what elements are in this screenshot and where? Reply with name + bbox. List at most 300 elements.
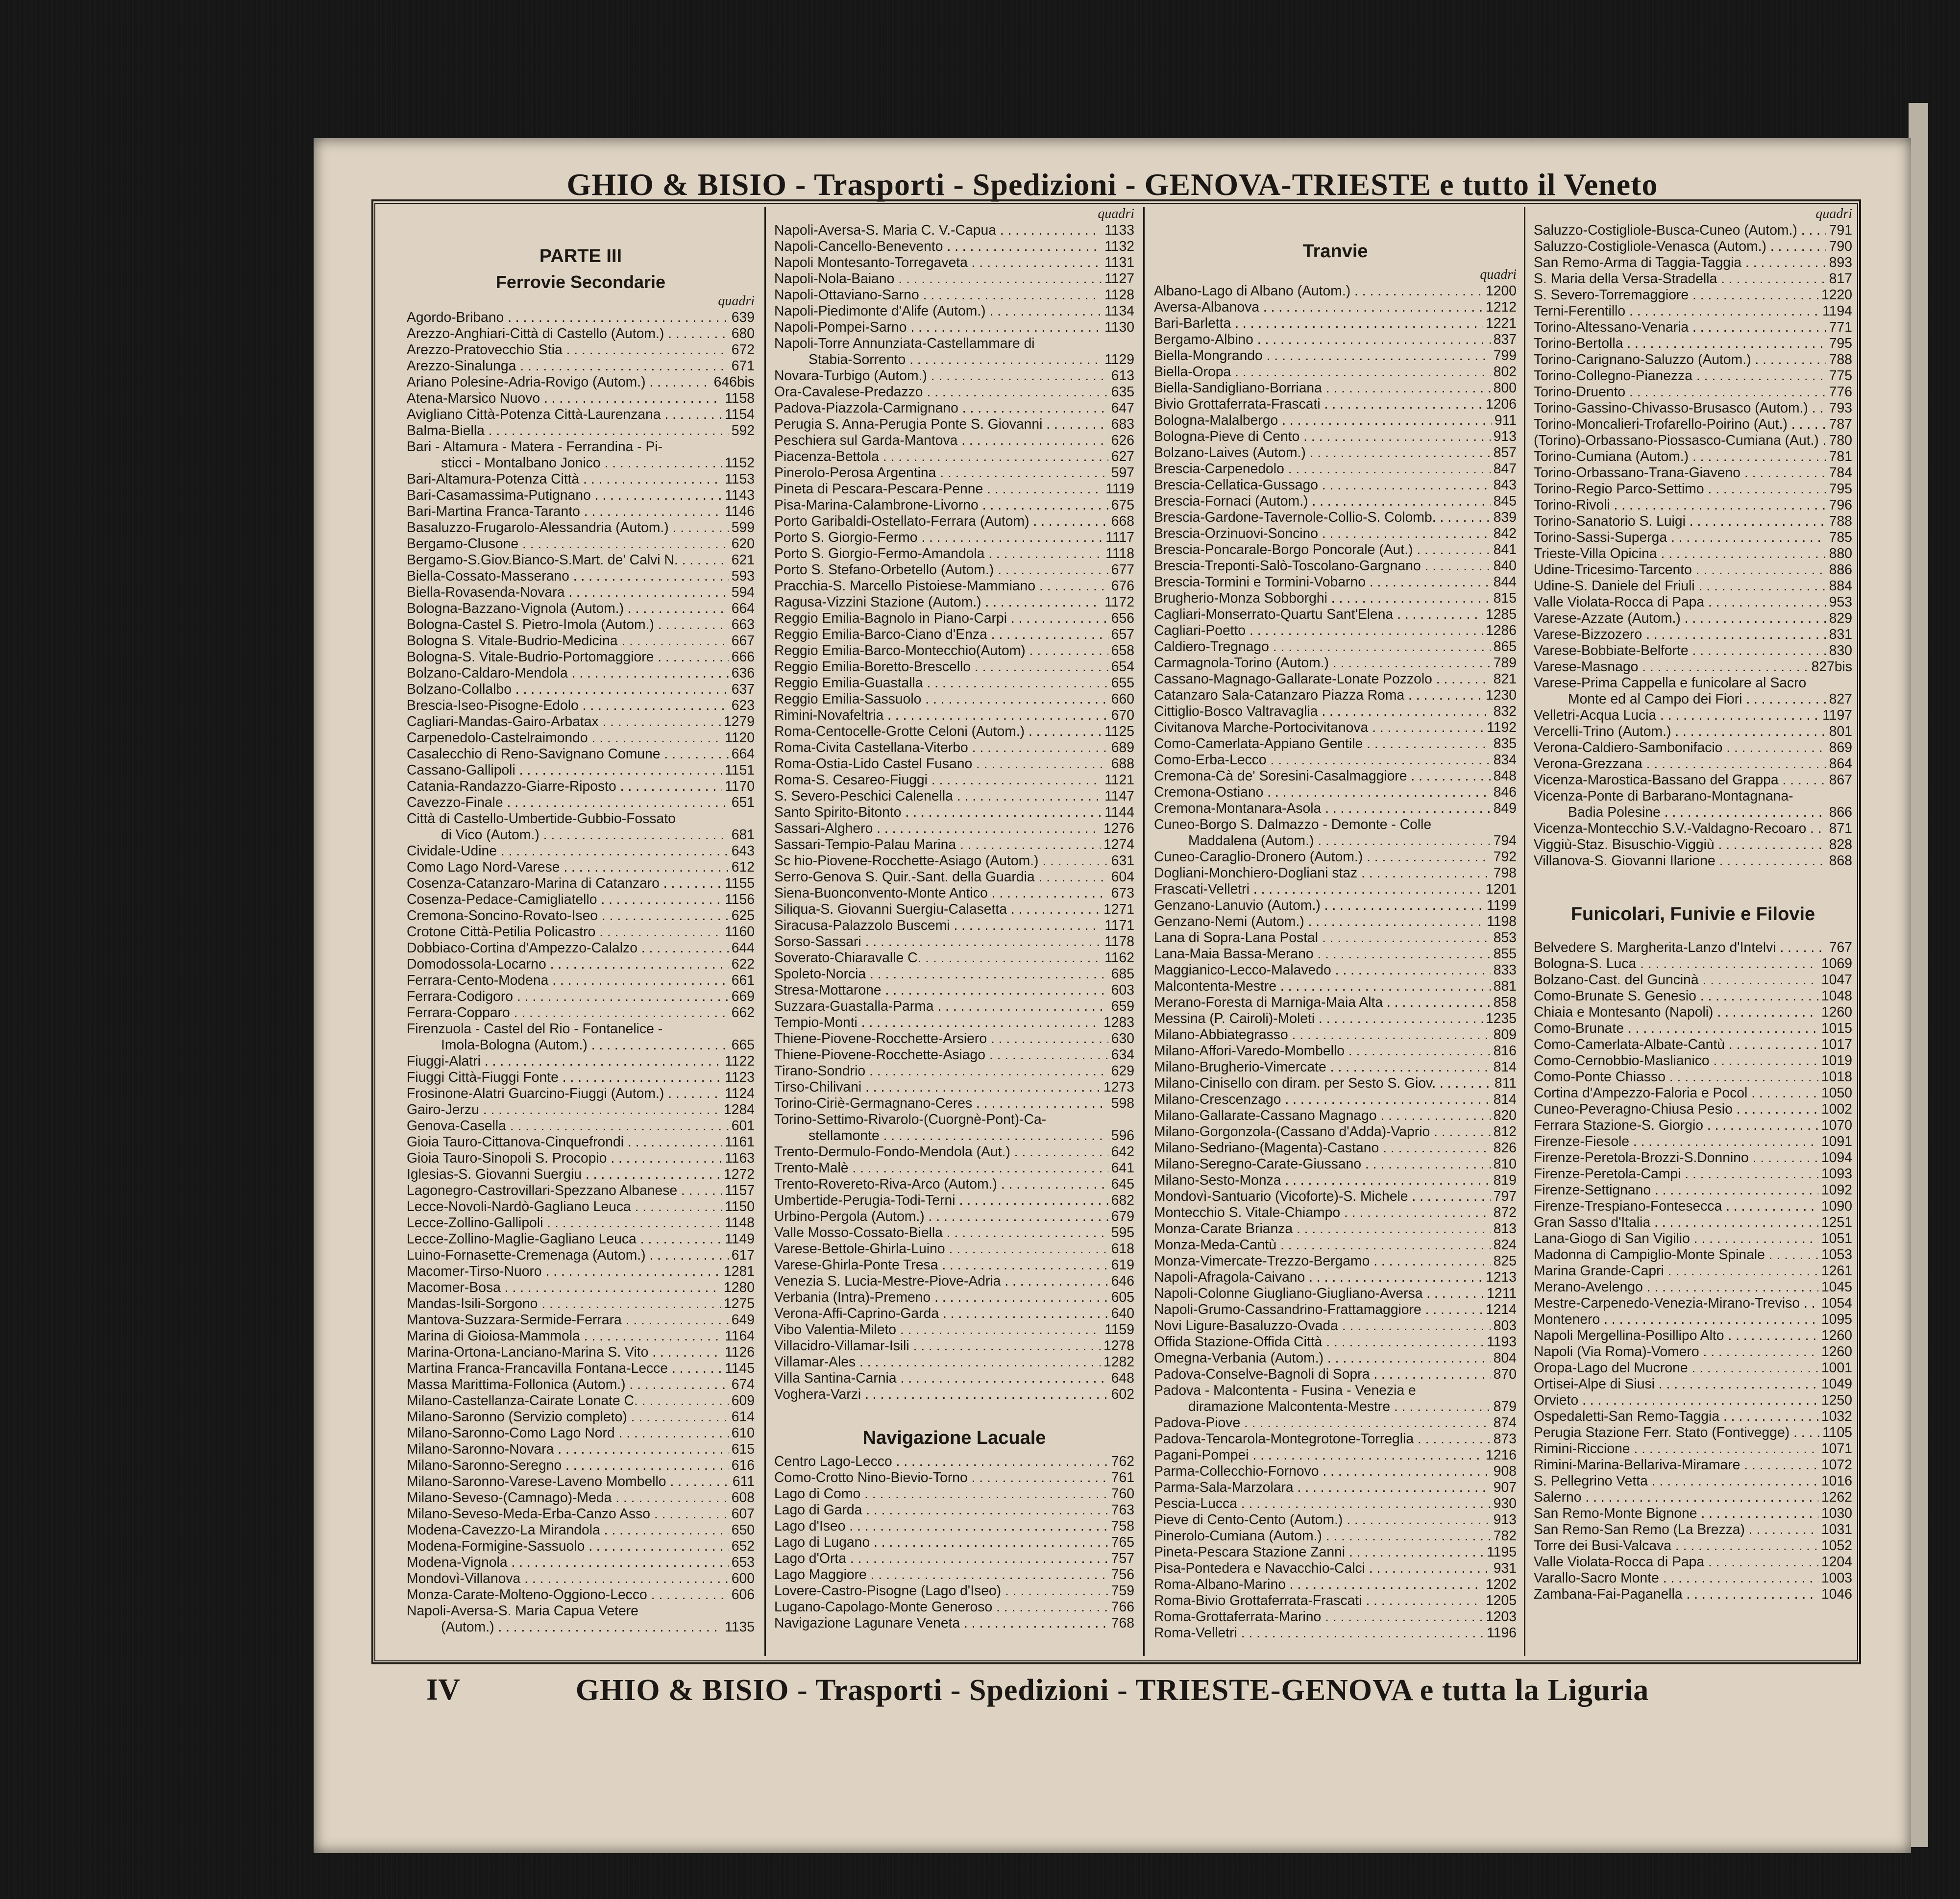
entry-name: Gioia Tauro-Sinopoli S. Procopio . . . (407, 1150, 722, 1166)
entry-name: Chiaia e Montesanto (Napoli) . . . (1534, 1004, 1818, 1020)
entry-number (1514, 816, 1517, 832)
entry-row (1154, 1317, 1517, 1334)
entry-name: Bergamo-S.Giov.Bianco-S.Mart. de' Calvi N. . . . (407, 552, 729, 568)
entry-row (1154, 1301, 1517, 1317)
entry-name: Roma-Velletri . . . (1154, 1625, 1484, 1641)
entry-name: Catanzaro Sala-Catanzaro Piazza Roma . . . (1154, 687, 1483, 703)
entry-number: 953 (1829, 594, 1852, 609)
entry-row (1534, 820, 1852, 836)
entry-name: Varese-Ghirla-Ponte Tresa . . . (774, 1257, 1108, 1273)
entry-number: 676 (1111, 578, 1134, 593)
entry-name: Padova-Tencarola-Montegrotone-Torreglia . . . (1154, 1431, 1491, 1447)
entry-name: Saluzzo-Costigliole-Busca-Cuneo (Autom.) . . . (1534, 222, 1826, 238)
entry-name: Cassano-Gallipoli . . . (407, 762, 722, 778)
entry-number: 653 (731, 1554, 755, 1570)
entry-name: Brescia-Gardone-Tavernole-Collio-S. Colomb. . . . (1154, 509, 1491, 525)
entry-row (774, 836, 1134, 852)
entry-number: 1251 (1821, 1214, 1852, 1230)
entry-row (1534, 1020, 1852, 1036)
entry-name: Siliqua-S. Giovanni Suergiu-Calasetta . . . (774, 901, 1101, 917)
entry-number: 794 (1493, 832, 1517, 848)
entry-number: 1093 (1821, 1166, 1852, 1181)
entry-row (407, 1263, 755, 1279)
entry-number: 1285 (1486, 606, 1517, 622)
entry-row (1154, 1091, 1517, 1107)
quadri-label: quadri (718, 293, 755, 309)
entry-number: 594 (731, 584, 755, 600)
entry-name: Arezzo-Pratovecchio Stia . . . (407, 341, 729, 358)
entry-number: 656 (1111, 610, 1134, 626)
entry-number: 608 (731, 1489, 755, 1505)
entry-number: 1119 (1105, 481, 1134, 496)
entry-name: Udine-S. Daniele del Friuli . . . (1534, 578, 1826, 594)
entry-name: Lecce-Novoli-Nardò-Gagliano Leuca . . . (407, 1198, 722, 1215)
entry-row (1534, 497, 1852, 513)
entry-number (752, 1021, 755, 1037)
entry-name: Cremona-Soncino-Rovato-Iseo . . . (407, 907, 729, 924)
entry-number: 1122 (725, 1053, 755, 1069)
entry-name: Bolzano-Collalbo . . . (407, 681, 729, 697)
entry-row (1154, 1495, 1517, 1511)
entry-row (1154, 622, 1517, 638)
entry-number: 1131 (1104, 254, 1134, 270)
entry-row (407, 1053, 755, 1069)
entry-name: Milano-Seveso-Meda-Erba-Canzo Asso . . . (407, 1506, 729, 1522)
entry-number: 639 (731, 309, 755, 325)
entry-row (407, 1198, 755, 1215)
entry-number: 1216 (1486, 1447, 1517, 1462)
entry-name: Varese-Prima Cappella e funicolare al Sacro (1534, 675, 1807, 690)
entry-name: Milano-Saronno-Como Lago Nord . . . (407, 1425, 729, 1441)
entry-number: 609 (731, 1392, 755, 1408)
entry-name: Caldiero-Tregnago . . . (1154, 638, 1491, 655)
entry-number: 664 (731, 746, 755, 761)
entry-name: Martina Franca-Francavilla Fontana-Lecce . . . (407, 1360, 722, 1376)
entry-number: 1213 (1486, 1269, 1517, 1285)
entry-number: 827bis (1811, 658, 1852, 674)
entry-number: 1280 (724, 1279, 755, 1295)
entry-name: Saluzzo-Costigliole-Venasca (Autom.) . . . (1534, 238, 1826, 254)
entry-number: 1094 (1821, 1149, 1852, 1165)
entry-number: 834 (1493, 752, 1517, 767)
entry-row (1534, 481, 1852, 497)
entry-name: Basaluzzo-Frugarolo-Alessandria (Autom.) . . . (407, 519, 729, 536)
entry-name: Brescia-Carpenedolo . . . (1154, 461, 1491, 477)
entry-number: 1161 (725, 1134, 755, 1149)
entry-name: Trento-Dermulo-Fondo-Mendola (Aut.) . . . (774, 1144, 1108, 1160)
entry-name: Lana-Maia Bassa-Merano . . . (1154, 946, 1491, 962)
entry-number: 616 (731, 1457, 755, 1473)
column-tranvie (1154, 206, 1517, 1656)
entry-row (1154, 703, 1517, 719)
entry-row (407, 697, 755, 713)
entry-number: 1048 (1821, 988, 1852, 1003)
entry-name: Firenze-Peretola-Brozzi-S.Donnino . . . (1534, 1149, 1818, 1166)
entry-number: 657 (1111, 626, 1134, 642)
entry-number: 1127 (1104, 270, 1134, 286)
entry-number: 1130 (1104, 319, 1134, 335)
entry-row (774, 1615, 1134, 1631)
entry-number: 872 (1493, 1204, 1517, 1220)
entry-number: 1162 (1104, 950, 1134, 965)
entry-row (1154, 1220, 1517, 1237)
entry-row (407, 325, 755, 341)
entry-row (1534, 972, 1852, 988)
entry-number: 666 (731, 649, 755, 664)
entry-number: 689 (1111, 739, 1134, 755)
entry-number: 815 (1493, 590, 1517, 606)
entry-number: 1124 (725, 1085, 755, 1101)
entry-name: Pineta di Pescara-Pescara-Penne . . . (774, 481, 1102, 497)
entry-number: 682 (1111, 1192, 1134, 1208)
entry-name: Cagliari-Poetto . . . (1154, 622, 1483, 638)
entry-name: Firenze-Peretola-Campi . . . (1534, 1166, 1818, 1182)
entry-number: 826 (1493, 1140, 1517, 1155)
entry-row (774, 1321, 1134, 1338)
entry-row (774, 691, 1134, 707)
entry-number: 634 (1111, 1047, 1134, 1062)
entry-number: 593 (731, 568, 755, 584)
entry-number (1849, 675, 1852, 691)
entry-row (407, 762, 755, 778)
entry-number: 837 (1493, 331, 1517, 347)
entry-name: Como Lago Nord-Varese . . . (407, 859, 729, 875)
entry-number: 610 (731, 1425, 755, 1440)
entry-name: Napoli-Aversa-S. Maria Capua Vetere (407, 1603, 638, 1618)
entry-number: 788 (1829, 513, 1852, 529)
entry-name: Montecchio S. Vitale-Chiampo . . . (1154, 1204, 1491, 1220)
entry-name: San Remo-Arma di Taggia-Taggia . . . (1534, 254, 1826, 270)
entry-name: diramazione Malcontenta-Mestre . . . (1154, 1398, 1491, 1414)
entry-name: Bari-Casamassima-Putignano . . . (407, 487, 722, 503)
entry-name: Macomer-Tirso-Nuoro . . . (407, 1263, 721, 1279)
entry-number: 1095 (1821, 1311, 1852, 1327)
entry-number: 1198 (1487, 913, 1517, 929)
entry-name: Dobbiaco-Cortina d'Ampezzo-Calalzo . . . (407, 940, 729, 956)
entry-number: 827 (1829, 691, 1852, 706)
entry-number: 931 (1493, 1560, 1517, 1576)
entry-name: Bologna-S. Luca . . . (1534, 955, 1818, 972)
entry-name: Piacenza-Bettola . . . (774, 448, 1108, 464)
entry-name: Sorso-Sassari . . . (774, 933, 1102, 950)
entry-name: Cagliari-Monserrato-Quartu Sant'Elena . . . (1154, 606, 1483, 622)
entry-name: Vercelli-Trino (Autom.) . . . (1534, 723, 1826, 739)
entry-number: 1105 (1822, 1424, 1852, 1440)
entry-row (1534, 335, 1852, 351)
entry-row (774, 1224, 1134, 1241)
entry-number: 1192 (1487, 719, 1517, 735)
entry-number: 1125 (1104, 723, 1134, 739)
entry-row (774, 351, 1134, 367)
entry-number: 886 (1829, 561, 1852, 577)
entry-row (774, 432, 1134, 448)
entry-row (774, 1599, 1134, 1615)
entry-number: 1030 (1821, 1505, 1852, 1521)
entry-row (1534, 545, 1852, 561)
entry-name: Roma-Bivio Grottaferrata-Frascati . . . (1154, 1592, 1483, 1608)
entry-number: 858 (1493, 994, 1517, 1010)
entry-list (774, 222, 1134, 1402)
entry-row (407, 503, 755, 519)
entry-name: Macomer-Bosa . . . (407, 1279, 721, 1295)
entry-name: Parma-Collecchio-Fornovo . . . (1154, 1463, 1491, 1479)
entry-row (407, 1295, 755, 1312)
entry-number: 828 (1829, 836, 1852, 852)
entry-row (407, 1328, 755, 1344)
entry-number: 839 (1493, 509, 1517, 525)
entry-number: 789 (1493, 655, 1517, 670)
entry-row (1154, 1107, 1517, 1123)
entry-row (1154, 509, 1517, 525)
entry-name: Bolzano-Laives (Autom.) . . . (1154, 444, 1491, 461)
entry-row (407, 1409, 755, 1425)
entry-row (774, 1550, 1134, 1566)
entry-name: Marina di Gioiosa-Mammola . . . (407, 1328, 722, 1344)
entry-row (407, 1101, 755, 1118)
entry-name: Trento-Rovereto-Riva-Arco (Autom.) . . . (774, 1176, 1108, 1192)
entry-name: Brescia-Orzinuovi-Soncino . . . (1154, 525, 1491, 541)
entry-row (1534, 988, 1852, 1004)
entry-number: 799 (1493, 347, 1517, 363)
entry-number: 1282 (1103, 1354, 1134, 1369)
entry-name: Catania-Randazzo-Giarre-Riposto . . . (407, 778, 722, 794)
entry-name: Trieste-Villa Opicina . . . (1534, 545, 1826, 561)
entry-number: 663 (731, 616, 755, 632)
entry-name: S. Pellegrino Vetta . . . (1534, 1473, 1818, 1489)
entry-name: Ospedaletti-San Remo-Taggia . . . (1534, 1408, 1818, 1424)
entry-name: Luino-Fornasette-Cremenaga (Autom.) . . . (407, 1247, 729, 1263)
entry-number: 1271 (1103, 901, 1134, 917)
entry-name: Roma-Grottaferrata-Marino . . . (1154, 1608, 1483, 1625)
entry-row (407, 891, 755, 907)
entry-number: 655 (1111, 675, 1134, 690)
entry-name: Milano-Crescenzago . . . (1154, 1091, 1491, 1107)
entry-name: Albano-Lago di Albano (Autom.) . . . (1154, 283, 1483, 299)
entry-row (774, 917, 1134, 933)
entry-number: 1150 (725, 1198, 755, 1214)
entry-row (1154, 849, 1517, 865)
entry-number: 785 (1829, 529, 1852, 545)
entry-row (407, 1134, 755, 1150)
entry-row (1534, 642, 1852, 658)
entry-row (1534, 1069, 1852, 1085)
entry-name: Biella-Cossato-Masserano . . . (407, 568, 729, 584)
entry-row (774, 1095, 1134, 1111)
entry-row (1154, 590, 1517, 606)
entry-row (407, 778, 755, 794)
entry-number: 1132 (1104, 238, 1134, 254)
entry-row (1534, 1101, 1852, 1117)
entry-name: Reggio Emilia-Boretto-Brescello . . . (774, 658, 1108, 675)
entry-number: 1194 (1822, 303, 1852, 318)
entry-row (1534, 287, 1852, 303)
entry-name: Ortisei-Alpe di Siusi . . . (1534, 1376, 1818, 1392)
entry-number: 636 (731, 665, 755, 681)
entry-name: Torino-Regio Parco-Settimo . . . (1534, 481, 1826, 497)
entry-number: 607 (731, 1506, 755, 1521)
entry-name: Domodossola-Locarno . . . (407, 956, 729, 972)
entry-name: Lago di Lugano . . . (774, 1534, 1108, 1550)
entry-name: Parma-Sala-Marzolara . . . (1154, 1479, 1491, 1495)
entry-row (774, 254, 1134, 270)
entry-row (1154, 1576, 1517, 1592)
entry-number: 619 (1111, 1257, 1134, 1272)
entry-number: 1163 (725, 1150, 755, 1166)
entry-number: 790 (1829, 238, 1852, 254)
entry-number: 874 (1493, 1414, 1517, 1430)
entry-row (407, 1069, 755, 1085)
entry-name: Arezzo-Sinalunga . . . (407, 358, 729, 374)
entry-row (1154, 525, 1517, 541)
entry-number (1131, 1111, 1134, 1127)
entry-row (774, 642, 1134, 658)
entry-name: Cuneo-Caraglio-Dronero (Autom.) . . . (1154, 849, 1491, 865)
entry-number: 1275 (724, 1295, 755, 1311)
entry-number: 598 (1111, 1095, 1134, 1111)
entry-name: Sassari-Alghero . . . (774, 820, 1101, 836)
entry-number: 1126 (725, 1344, 755, 1360)
entry-number: 1155 (725, 875, 755, 891)
entry-name: Varallo-Sacro Monte . . . (1534, 1570, 1818, 1586)
entry-row (407, 1392, 755, 1409)
entry-name: Ariano Polesine-Adria-Rovigo (Autom.) . . . (407, 374, 711, 390)
entry-row (774, 626, 1134, 642)
entry-name: Maddalena (Autom.) . . . (1154, 832, 1491, 849)
entry-row (774, 1354, 1134, 1370)
entry-row (1154, 606, 1517, 622)
entry-row (1154, 1560, 1517, 1576)
entry-name: Monza-Meda-Cantù . . . (1154, 1237, 1491, 1253)
entry-number: 1016 (1821, 1473, 1852, 1488)
entry-row (407, 519, 755, 536)
entry-number: 1050 (1821, 1085, 1852, 1100)
entry-number: 1051 (1821, 1230, 1852, 1246)
entry-row (774, 1534, 1134, 1550)
entry-row (1534, 788, 1852, 804)
entry-number (752, 438, 755, 455)
entry-name: Montenero . . . (1534, 1311, 1818, 1327)
entry-row (1154, 735, 1517, 752)
entry-name: Belvedere S. Margherita-Lanzo d'Intelvi . . . (1534, 939, 1826, 955)
entry-row (407, 1554, 755, 1570)
entry-number: 1149 (725, 1231, 755, 1246)
entry-number: 641 (1111, 1160, 1134, 1175)
entry-name: Lago di Como . . . (774, 1485, 1108, 1502)
entry-name: Stresa-Mottarone . . . (774, 982, 1108, 998)
entry-name: Offida Stazione-Offida Città . . . (1154, 1334, 1484, 1350)
entry-row (1154, 347, 1517, 364)
entry-name: Rimini-Marina-Bellariva-Miramare . . . (1534, 1457, 1818, 1473)
entry-number: 793 (1829, 400, 1852, 415)
entry-name: Brescia-Cellatica-Gussago . . . (1154, 477, 1491, 493)
entry-name: Milano-Saronno (Servizio completo) . . . (407, 1409, 729, 1425)
entry-name: Tirso-Chilivani . . . (774, 1079, 1101, 1095)
entry-row (1534, 1424, 1852, 1440)
entry-number: 1276 (1103, 820, 1134, 836)
entry-number: 833 (1493, 962, 1517, 977)
entry-row (1534, 1036, 1852, 1052)
entry-row (1534, 939, 1852, 955)
entry-number: 1235 (1486, 1010, 1517, 1026)
entry-number: 626 (1111, 432, 1134, 448)
entry-number: 1197 (1822, 707, 1852, 723)
entry-name: Como-Ponte Chiasso . . . (1534, 1069, 1818, 1085)
entry-name: Aversa-Albanova . . . (1154, 299, 1483, 315)
entry-row (407, 1004, 755, 1021)
entry-name: Viggiù-Staz. Bisuschio-Viggiù . . . (1534, 836, 1826, 852)
entry-number: 1069 (1821, 955, 1852, 971)
entry-name: Milano-Cinisello con diram. per Sesto S. Giov. . . . (1154, 1075, 1492, 1091)
entry-name: Bivio Grottaferrata-Frascati . . . (1154, 396, 1483, 412)
entry-name: Bergamo-Clusone . . . (407, 536, 729, 552)
section-title: Navigazione Lacuale (862, 1428, 1046, 1448)
entry-number: 1135 (725, 1619, 755, 1634)
entry-name: Reggio Emilia-Bagnolo in Piano-Carpi . . . (774, 610, 1108, 626)
entry-name: Thiene-Piovene-Rocchette-Asiago . . . (774, 1047, 1108, 1063)
entry-name: Centro Lago-Lecco . . . (774, 1453, 1108, 1469)
entry-number: 842 (1493, 525, 1517, 541)
entry-name: Modena-Cavezzo-La Mirandola . . . (407, 1522, 729, 1538)
section-title: Funicolari, Funivie e Filovie (1570, 904, 1815, 925)
entry-number (752, 1603, 755, 1619)
entry-number: 821 (1493, 671, 1517, 686)
entry-number: 665 (731, 1037, 755, 1052)
entry-name: Ferrara-Copparo . . . (407, 1004, 729, 1021)
entry-row (1154, 1350, 1517, 1366)
entry-row (1154, 655, 1517, 671)
entry-row (1154, 412, 1517, 428)
entry-number: 765 (1111, 1534, 1134, 1550)
entry-number: 1159 (1104, 1321, 1134, 1337)
entry-number: 1272 (724, 1166, 755, 1182)
entry-name: Mestre-Carpenedo-Venezia-Mirano-Treviso . . . (1534, 1295, 1818, 1311)
entry-name: Villa Santina-Carnia . . . (774, 1370, 1108, 1386)
entry-number: 1206 (1486, 396, 1517, 412)
entry-number: 911 (1494, 412, 1517, 428)
entry-number: 853 (1493, 929, 1517, 945)
entry-name: Biella-Rovasenda-Novara . . . (407, 584, 729, 600)
entry-row (774, 400, 1134, 416)
entry-number: 775 (1829, 367, 1852, 383)
entry-number: 1117 (1105, 529, 1134, 545)
entry-name: Torino-Carignano-Saluzzo (Autom.) . . . (1534, 351, 1826, 367)
entry-row (1154, 380, 1517, 396)
entry-name: Civitanova Marche-Portocivitanova . . . (1154, 719, 1484, 735)
entry-number: 646bis (713, 374, 755, 390)
entry-name: Milano-Saronno-Seregno . . . (407, 1457, 729, 1473)
entry-number: 1283 (1103, 1014, 1134, 1030)
entry-name: Bologna S. Vitale-Budrio-Medicina . . . (407, 633, 729, 649)
entry-row (774, 1111, 1134, 1127)
entry-name: Biella-Sandigliano-Borriana . . . (1154, 380, 1491, 396)
section-subtitle: Ferrovie Secondarie (495, 272, 666, 292)
entry-name: Bari - Altamura - Matera - Ferrandina - Pi- (407, 438, 663, 454)
entry-row (1534, 1392, 1852, 1408)
entry-row (407, 972, 755, 988)
entry-number: 613 (1111, 367, 1134, 383)
entry-name: Rimini-Riccione . . . (1534, 1440, 1818, 1457)
entry-row (1154, 800, 1517, 816)
entry-number: 596 (1111, 1127, 1134, 1143)
entry-row (407, 1037, 755, 1053)
entry-row (1534, 610, 1852, 626)
entry-number: 867 (1829, 772, 1852, 787)
entry-number: 1201 (1486, 881, 1517, 897)
entry-name: Cittiglio-Bosco Valtravaglia . . . (1154, 703, 1491, 719)
entry-number: 606 (731, 1586, 755, 1602)
entry-row (774, 1144, 1134, 1160)
entry-number: 846 (1493, 784, 1517, 800)
